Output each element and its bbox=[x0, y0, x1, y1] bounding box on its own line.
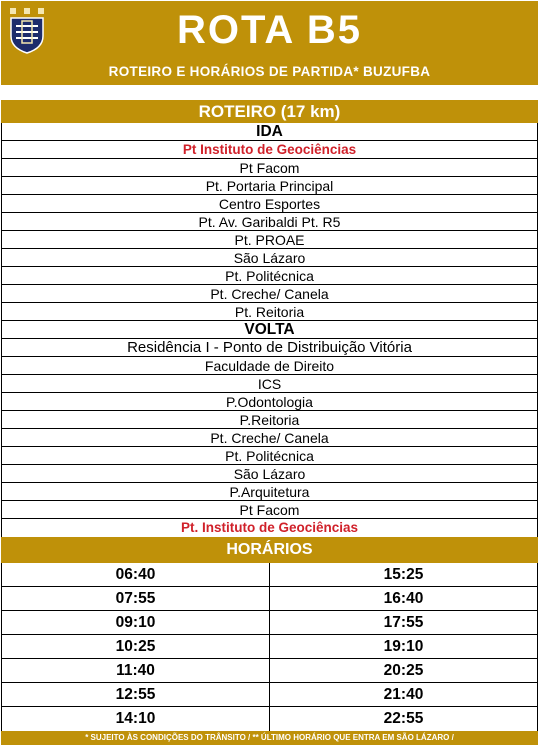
volta-stop: Pt Facom bbox=[2, 501, 537, 519]
ida-stop: Pt. Reitoria bbox=[2, 303, 537, 321]
volta-stop: ICS bbox=[2, 375, 537, 393]
volta-stop: P.Reitoria bbox=[2, 411, 537, 429]
ida-stop-start: Pt Instituto de Geociências bbox=[2, 141, 537, 159]
departure-time: 19:10 bbox=[383, 638, 424, 655]
route-subtitle: ROTEIRO E HORÁRIOS DE PARTIDA* BUZUFBA bbox=[108, 64, 431, 79]
volta-stop: Faculdade de Direito bbox=[2, 357, 537, 375]
ida-stop: São Lázaro bbox=[2, 249, 537, 267]
departure-time: 22:55 bbox=[383, 710, 424, 727]
volta-stop: P.Arquitetura bbox=[2, 483, 537, 501]
volta-heading: VOLTA bbox=[2, 321, 537, 339]
ida-stop: Pt. Creche/ Canela bbox=[2, 285, 537, 303]
ida-stop: Pt. Politécnica bbox=[2, 267, 537, 285]
ida-stop: Pt. PROAE bbox=[2, 231, 537, 249]
times-row bbox=[2, 587, 537, 611]
times-row bbox=[2, 659, 537, 683]
ida-stop: Pt. Portaria Principal bbox=[2, 177, 537, 195]
volta-stop: P.Odontologia bbox=[2, 393, 537, 411]
volta-stop: São Lázaro bbox=[2, 465, 537, 483]
times-row bbox=[2, 611, 537, 635]
departure-time: 14:10 bbox=[2, 707, 270, 731]
departure-time: 09:10 bbox=[2, 611, 270, 634]
ida-stop: Centro Esportes bbox=[2, 195, 537, 213]
volta-stop: Residência I - Ponto de Distribuição Vitória bbox=[2, 339, 537, 357]
times-row bbox=[2, 683, 537, 707]
header-banner bbox=[1, 1, 538, 85]
volta-stop: Pt. Creche/ Canela bbox=[2, 429, 537, 447]
ida-stop: Pt Facom bbox=[2, 159, 537, 177]
departure-time: 12:55 bbox=[2, 683, 270, 706]
departure-time: 17:55 bbox=[383, 614, 424, 631]
departure-time: 07:55 bbox=[2, 587, 270, 610]
times-table bbox=[1, 563, 538, 731]
times-row bbox=[2, 563, 537, 587]
times-row bbox=[2, 635, 537, 659]
volta-stop-end: Pt. Instituto de Geociências bbox=[180, 520, 359, 535]
route-list bbox=[1, 123, 538, 537]
ida-heading: IDA bbox=[2, 123, 537, 141]
departure-time: 16:40 bbox=[383, 590, 424, 607]
horarios-band: HORÁRIOS bbox=[1, 537, 538, 563]
departure-time: 15:25 bbox=[383, 566, 424, 583]
departure-time: 10:25 bbox=[2, 635, 270, 658]
route-title: ROTA B5 bbox=[176, 8, 363, 52]
ida-stop: Pt. Av. Garibaldi Pt. R5 bbox=[2, 213, 537, 231]
times-row bbox=[2, 707, 537, 731]
departure-time: 11:40 bbox=[2, 659, 270, 682]
footnote: * SUJEITO ÀS CONDIÇÕES DO TRÂNSITO / ** ÚLTIMO HORÁRIO QUE ENTRA EM SÃO LÁZARO / bbox=[1, 731, 538, 745]
departure-time: 21:40 bbox=[383, 686, 424, 703]
departure-time: 06:40 bbox=[2, 563, 270, 586]
roteiro-band: ROTEIRO (17 km) bbox=[1, 100, 538, 123]
departure-time: 20:25 bbox=[383, 662, 424, 679]
volta-stop: Pt. Politécnica bbox=[2, 447, 537, 465]
